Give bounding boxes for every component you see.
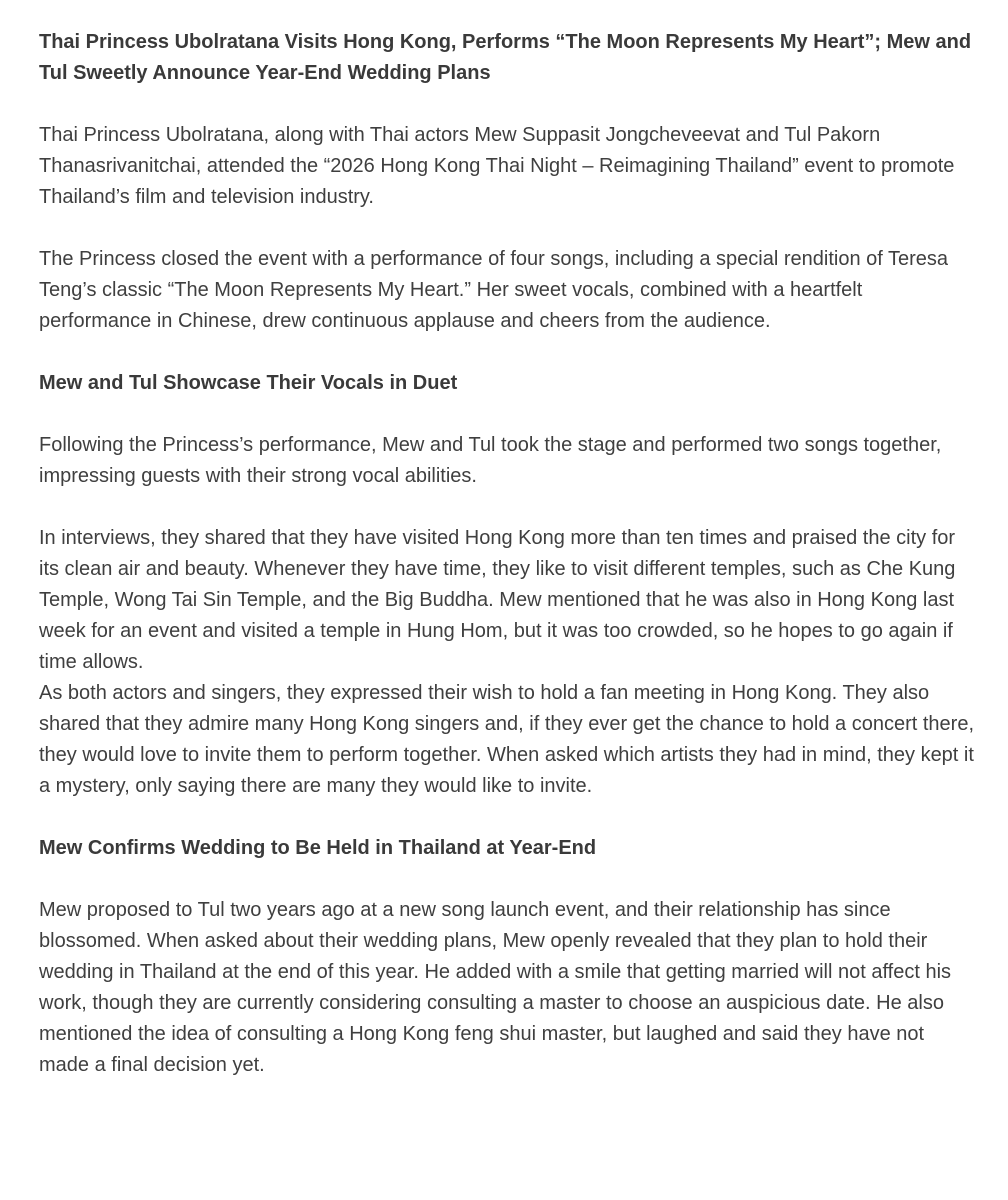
fan-meeting-paragraph: As both actors and singers, they expressed their wish to hold a fan meeting in Hong Kong. They also shared that they admire many Hong Kong singers and, if they ever get the chance to hold a concert there, they would love to invite them to perform together. When asked which artists they had in mind, they kept it a mystery, only saying there are many they would like to invite. bbox=[39, 682, 974, 797]
wedding-subheading: Mew Confirms Wedding to Be Held in Thailand at Year-End bbox=[39, 837, 597, 859]
princess-performance-paragraph: The Princess closed the event with a performance of four songs, including a special rendition of Teresa Teng’s classic “The Moon Represents My Heart.” Her sweet vocals, combined with a heartfelt performance in Chinese, drew continuous applause and cheers from the audience. bbox=[39, 248, 949, 332]
article-title: Thai Princess Ubolratana Visits Hong Kong, Performs “The Moon Represents My Heart”; Mew and Tul Sweetly Announce Year-End Wedding Plans bbox=[39, 31, 972, 84]
duet-subheading: Mew and Tul Showcase Their Vocals in Duet bbox=[39, 372, 458, 394]
duet-paragraph: Following the Princess’s performance, Mew and Tul took the stage and performed two songs together, impressing guests with their strong vocal abilities. bbox=[39, 434, 942, 487]
intro-paragraph: Thai Princess Ubolratana, along with Thai actors Mew Suppasit Jongcheveevat and Tul Pakorn Thanasrivanitchai, attended the “2026 Hong Kong Thai Night – Reimagining Thailand” event to promote Thailand’s film and television industry. bbox=[39, 124, 955, 208]
wedding-paragraph: Mew proposed to Tul two years ago at a new song launch event, and their relationship has since blossomed. When asked about their wedding plans, Mew openly revealed that they plan to hold their wedding in Thailand at the end of this year. He added with a smile that getting married will not affect his work, though they are currently considering consulting a master to choose an auspicious date. He also mentioned the idea of consulting a Hong Kong feng shui master, but laughed and said they have not made a final decision yet. bbox=[39, 899, 952, 1076]
interviews-paragraph: In interviews, they shared that they have visited Hong Kong more than ten times and praised the city for its clean air and beauty. Whenever they have time, they like to visit different temples, such as Che Kung Temple, Wong Tai Sin Temple, and the Big Buddha. Mew mentioned that he was also in Hong Kong last week for an event and visited a temple in Hung Hom, but it was too crowded, so he hopes to go again if time allows. bbox=[39, 527, 956, 673]
article bbox=[39, 27, 979, 1112]
